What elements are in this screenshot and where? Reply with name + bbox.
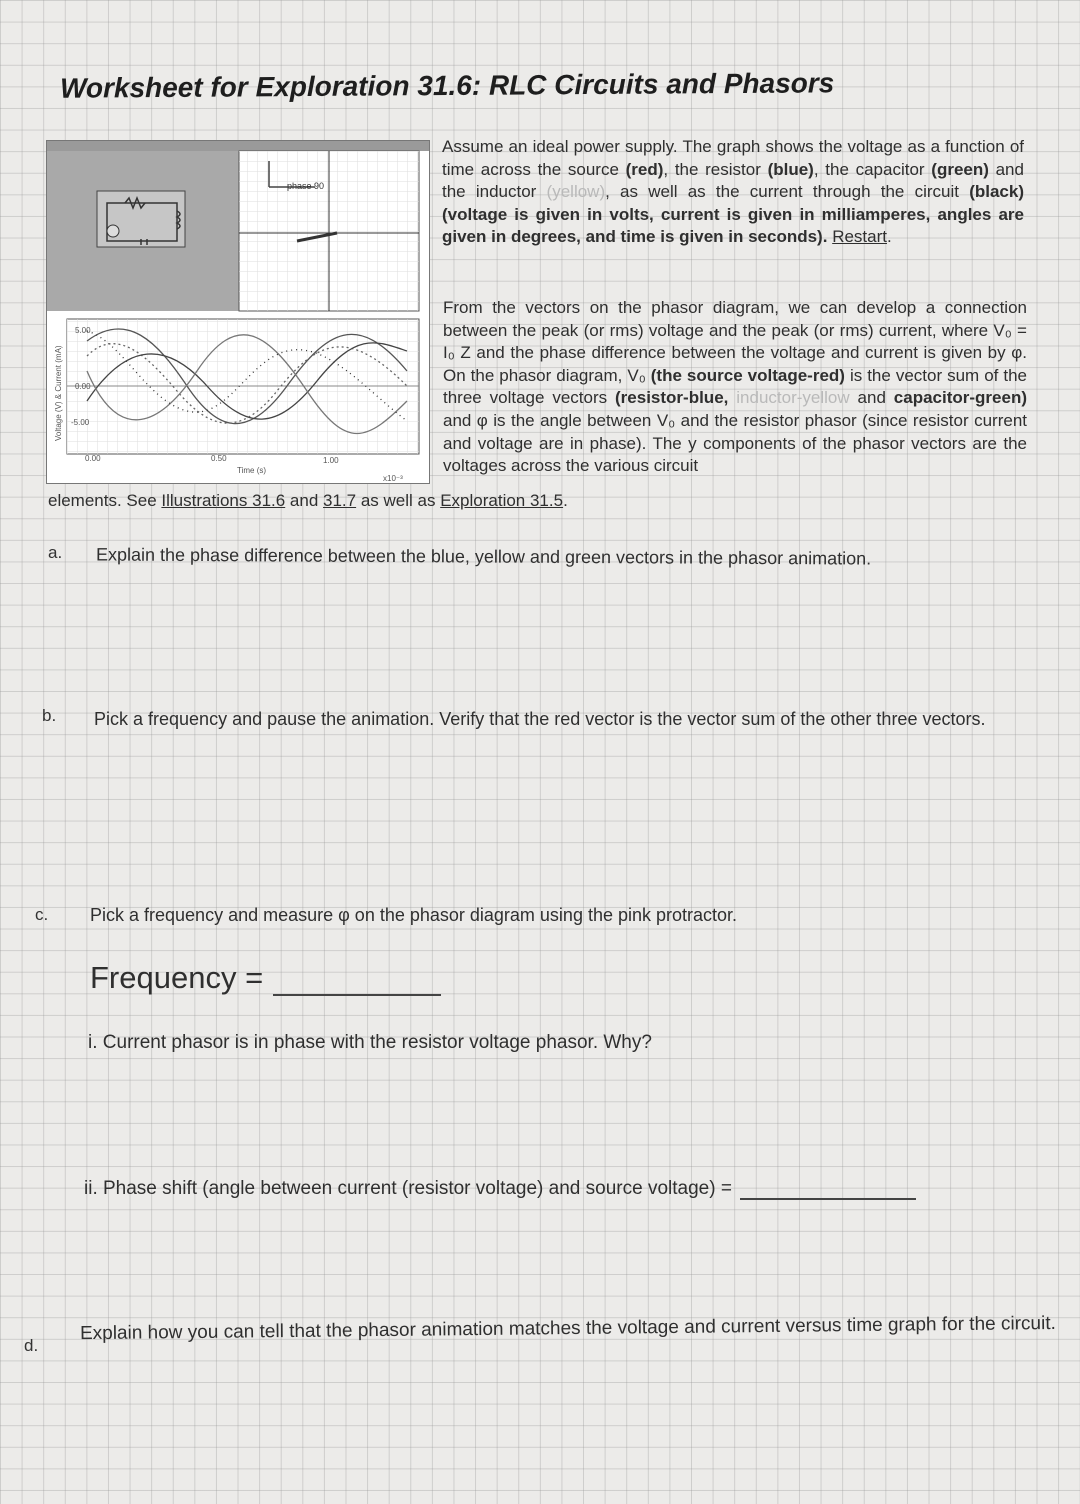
- phasor-label: phase 90: [287, 181, 325, 191]
- phase-shift-label: ii. Phase shift (angle between current (resistor voltage) and source voltage) =: [84, 1178, 732, 1199]
- y-tick: 0.00: [75, 382, 91, 391]
- x-tick: 1.00: [323, 456, 339, 465]
- capacitor-color-label: (green): [931, 159, 989, 179]
- simulation-graphic: [47, 141, 429, 483]
- intro-paragraph: [442, 136, 1024, 249]
- phasor-paragraph: [443, 297, 1027, 478]
- intro-text: From the vectors on the phasor diagram, we can develop a connection between the peak (or rms) voltage and the peak (or rms) current, where V₀ = I₀ Z and the phase difference between the voltage and current is given by φ. On the phasor diagram, V₀: [443, 298, 1027, 385]
- current-color-label: (black): [969, 182, 1024, 202]
- source-color-label: (red): [625, 159, 664, 179]
- simulation-panel[interactable]: [46, 140, 430, 484]
- capacitor-label: capacitor-green): [893, 388, 1027, 408]
- intro-text: and: [849, 388, 894, 408]
- x-scale: x10⁻³: [383, 474, 403, 483]
- circuit-schematic: [97, 191, 185, 247]
- x-axis-label: Time (s): [237, 466, 267, 475]
- intro-text: elements. See: [48, 491, 162, 510]
- question-c-letter: c.: [35, 905, 49, 924]
- intro-text: , as well as the current through the circuit: [605, 182, 970, 202]
- inductor-color-label: (yellow): [546, 182, 606, 202]
- exploration-31-5-link[interactable]: Exploration 31.5: [440, 491, 564, 510]
- resistor-label: (resistor-blue,: [615, 388, 737, 408]
- question-b-text: Pick a frequency and pause the animation. Verify that the red vector is the vector sum of the other three vectors.: [94, 709, 986, 729]
- intro-text: .: [886, 227, 892, 247]
- intro-text: and φ is the angle between V₀ and the resistor phasor (since resistor current and voltage are in phase). The y components of the phasor vectors are the voltages across the various circuit: [443, 410, 1027, 476]
- y-tick: 5.00: [75, 326, 91, 335]
- intro-text: , the resistor: [663, 159, 768, 179]
- intro-text: , the capacitor: [813, 159, 932, 179]
- phase-shift-answer-blank[interactable]: [740, 1180, 916, 1200]
- question-b-letter: b.: [42, 706, 57, 725]
- frequency-label: Frequency =: [90, 960, 264, 995]
- question-d-letter: d.: [24, 1336, 39, 1355]
- source-voltage-label: (the source voltage-red): [650, 365, 845, 385]
- intro-text: and: [285, 491, 324, 510]
- frequency-answer-blank[interactable]: [273, 966, 441, 996]
- intro-text: and the inductor: [442, 159, 1024, 202]
- y-tick: -5.00: [71, 418, 90, 427]
- resistor-color-label: (blue): [767, 159, 814, 179]
- page-title: Worksheet for Exploration 31.6: RLC Circuits and Phasors: [59, 67, 835, 104]
- units-note: (voltage is given in volts, current is given in milliamperes, angles are given in degrees, and time is given in seconds).: [442, 204, 1024, 247]
- intro-text: Assume an ideal power supply. The graph shows the voltage as a function of time across the source: [442, 137, 1024, 179]
- question-c-sub-i: i. Current phasor is in phase with the resistor voltage phasor. Why?: [88, 1032, 652, 1053]
- intro-text: is the vector sum of the three voltage vectors: [443, 365, 1027, 408]
- question-c-sub-ii: [84, 1178, 1064, 1200]
- frequency-line: [90, 960, 441, 996]
- question-a-text: Explain the phase difference between the blue, yellow and green vectors in the phasor animation.: [95, 544, 872, 569]
- intro-text: as well as: [356, 491, 441, 510]
- question-a-letter: a.: [48, 543, 63, 562]
- question-d-text: Explain how you can tell that the phasor animation matches the voltage and current versus time graph for the circuit.: [79, 1312, 1056, 1345]
- intro-text: .: [563, 491, 568, 510]
- y-axis-label: Voltage (V) & Current (mA): [54, 345, 63, 441]
- inductor-label: inductor-yellow: [736, 388, 850, 408]
- references-line: [48, 490, 698, 513]
- illustration-31-6-link[interactable]: Illustrations 31.6: [161, 491, 286, 510]
- restart-link[interactable]: Restart: [832, 227, 887, 247]
- illustration-31-7-link[interactable]: 31.7: [323, 491, 357, 510]
- question-c-text: Pick a frequency and measure φ on the phasor diagram using the pink protractor.: [90, 905, 738, 925]
- x-tick: 0.00: [85, 454, 101, 463]
- x-tick: 0.50: [211, 454, 227, 463]
